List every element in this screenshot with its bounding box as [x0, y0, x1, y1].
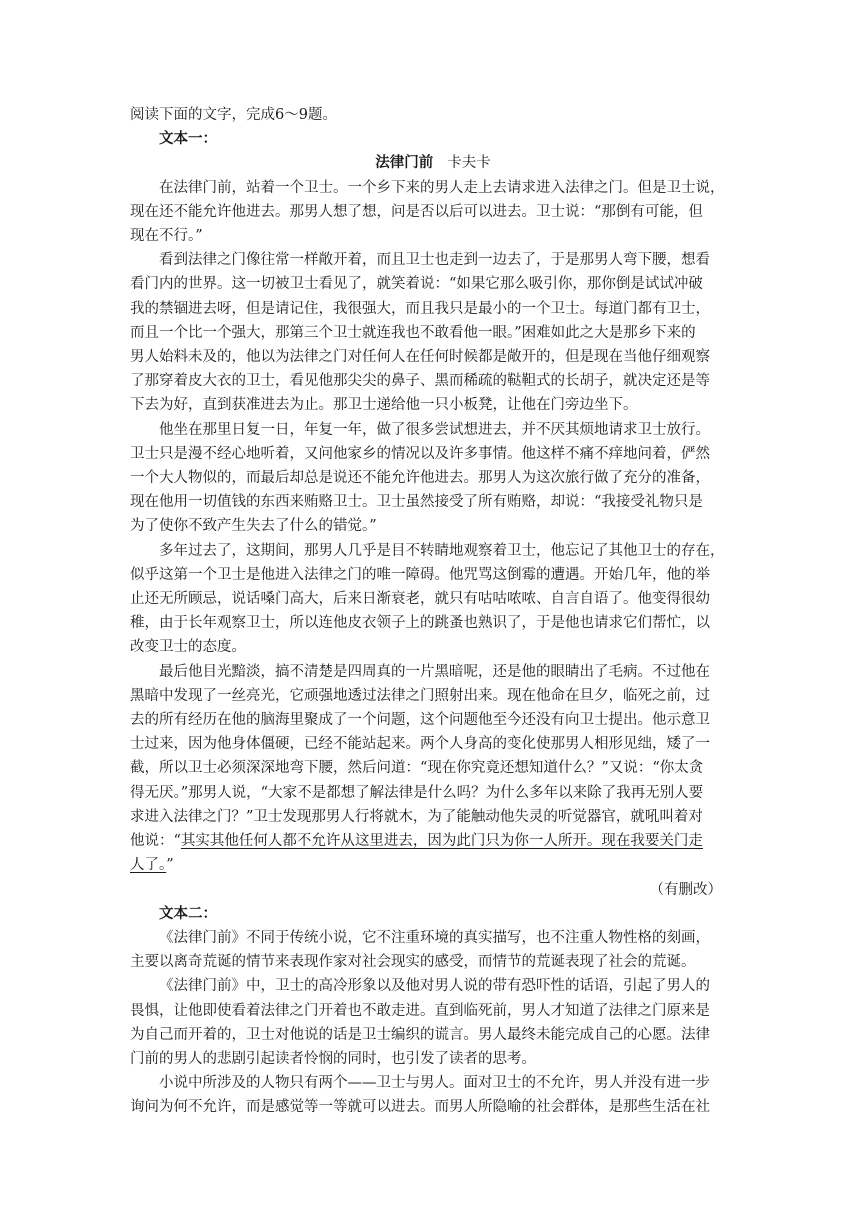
text-line: 在法律门前，站着一个卫士。一个乡下来的男人走上去请求进入法律之门。但是卫士说，: [159, 179, 725, 196]
text-line: 小说中所涉及的人物只有两个——卫士与男人。面对卫士的不允许，男人并没有进一步: [159, 1075, 710, 1092]
text-line: 为了使你不致产生失去了什么的错觉。”: [130, 518, 377, 535]
text-line: 男人始料未及的，他以为法律之门对任何人在任何时候都是敞开的，但是现在当他仔细观察: [130, 349, 710, 366]
text-line: 卫士只是漫不经心地听着，又问他家乡的情况以及许多事情。他这样不痛不痒地问着，俨然: [130, 445, 710, 462]
edit-note: （有删改）: [649, 881, 722, 898]
text-line: 似乎这第一个卫士是他进入法律之门的唯一障碍。他咒骂这倒霉的遭遇。开始几年，他的举: [130, 566, 710, 583]
text-line: 去的所有经历在他的脑海里聚成了一个问题，这个问题他至今还没有向卫士提出。他示意卫: [130, 712, 710, 729]
text-line: 而且一个比一个强大，那第三个卫士就连我也不敢看他一眼。”困难如此之大是那乡下来的: [130, 324, 696, 341]
instruction: 阅读下面的文字，完成6～9题。: [130, 107, 337, 123]
text-line: 他坐在那里日复一日，年复一年，做了很多尝试想进去，并不厌其烦地请求卫士放行。: [159, 421, 710, 438]
text-line: 畏惧，让他即使看着法律之门开着也不敢走进。直到临死前，男人才知道了法律之门原来是: [130, 1002, 710, 1019]
paragraph: [130, 418, 736, 539]
text-line: 询问为何不允许，而是感觉等一等就可以进去。而男人所隐喻的社会群体，是那些生活在社: [130, 1099, 710, 1116]
text-line: 一个大人物似的，而最后却总是说还不能允许他进去。那男人为这次旅行做了充分的准备，: [130, 470, 710, 487]
text-line: 求进入法律之门？”卫士发现那男人行将就木，为了能触动他失灵的听觉器官，就吼叫着对: [130, 808, 703, 825]
paragraph: [130, 176, 736, 249]
story-title: 法律门前: [375, 154, 434, 172]
text-line: 现在他用一切值钱的东西来贿赂卫士。卫士虽然接受了所有贿赂，却说：“我接受礼物只是: [130, 494, 703, 511]
text-line: 截，所以卫士必须深深地弯下腰，然后问道：“现在你究竟还想知道什么？”又说：“你太贪: [130, 760, 704, 777]
text-line: 士过来，因为他身体僵硬，已经不能站起来。两个人身高的变化使那男人相形见绌，矮了一: [130, 736, 710, 753]
text-line: 最后他目光黯淡，搞不清楚是四周真的一片黑暗呢，还是他的眼睛出了毛病。不过他在: [159, 663, 710, 680]
final-line-1: 他说：“其实其他任何人都不允许从这里进去，因为此门只为你一人所开。现在我要关门走: [130, 833, 703, 850]
text-line: 止还无所顾忌，说话嗓门高大，后来日渐衰老，就只有咕咕哝哝、自言自语了。他变得很幼: [130, 591, 710, 608]
paragraph: [130, 248, 736, 417]
text2-label: 文本二：: [159, 904, 217, 922]
text-line: 看门内的世界。这一切被卫士看见了，就笑着说：“如果它那么吸引你，那你倒是试试冲破: [130, 276, 703, 293]
title-line: [130, 151, 736, 175]
text-line: 下去为好，直到获准进去为止。那卫士递给他一只小板凳，让他在门旁边坐下。: [130, 397, 638, 414]
text-line: 《法律门前》不同于传统小说，它不注重环境的真实描写，也不注重人物性格的刻画，: [159, 929, 710, 946]
paragraph: [130, 1071, 736, 1119]
text-line: 主要以离奇荒诞的情节来表现作家对社会现实的感受，而情节的荒诞表现了社会的荒诞。: [130, 954, 696, 971]
text-line: 了那穿着皮大衣的卫士，看见他那尖尖的鼻子、黑而稀疏的鞑靼式的长胡子，就决定还是等: [130, 373, 710, 390]
text-line: 稚，由于长年观察卫士，所以连他皮衣领子上的跳蚤也熟识了，于是他也请求它们帮忙，以: [130, 615, 710, 632]
underlined-sentence: 其实其他任何人都不允许从这里进去，因为此门只为你一人所开。现在我要关门走: [180, 833, 703, 850]
story-author: 卡夫卡: [447, 155, 491, 172]
text-line: 为自己而开着的，卫士对他说的话是卫士编织的谎言。男人最终未能完成自己的心愿。法律: [130, 1026, 710, 1043]
paragraph: [130, 926, 736, 974]
paragraph: [130, 660, 736, 829]
text-line: 改变卫士的态度。: [130, 639, 246, 656]
text1-label: 文本一：: [159, 130, 217, 148]
text2-body: [130, 926, 736, 1120]
text1-body: [130, 176, 736, 829]
document-page: [130, 103, 736, 1120]
text-line: 门前的男人的悲剧引起读者怜悯的同时，也引发了读者的思考。: [130, 1050, 536, 1067]
underlined-sentence-end: 人了。: [130, 857, 167, 874]
text-line: 现在不行。”: [130, 228, 203, 245]
text-line: 黑暗中发现了一丝亮光，它顽强地透过法律之门照射出来。现在他命在旦夕，临死之前，过: [130, 687, 710, 704]
text-line: 《法律门前》中，卫士的高冷形象以及他对男人说的带有恐吓性的话语，引起了男人的: [159, 978, 710, 995]
text-line: 现在还不能允许他进去。那男人想了想，问是否以后可以进去。卫士说：“那倒有可能，但: [130, 203, 703, 220]
text-line: 我的禁锢进去呀，但是请记住，我很强大，而且我只是最小的一个卫士。每道门都有卫士，: [130, 300, 710, 317]
final-line-2: 人了。”: [130, 857, 174, 874]
text-line: 得无厌。”那男人说，“大家不是都想了解法律是什么吗？为什么多年以来除了我再无别人要: [130, 784, 704, 801]
paragraph: [130, 539, 736, 660]
paragraph: [130, 974, 736, 1071]
text-line: 看到法律之门像往常一样敞开着，而且卫士也走到一边去了，于是那男人弯下腰，想看: [159, 252, 710, 269]
text-line: 多年过去了，这期间，那男人几乎是目不转睛地观察着卫士，他忘记了其他卫士的存在，: [159, 542, 725, 559]
